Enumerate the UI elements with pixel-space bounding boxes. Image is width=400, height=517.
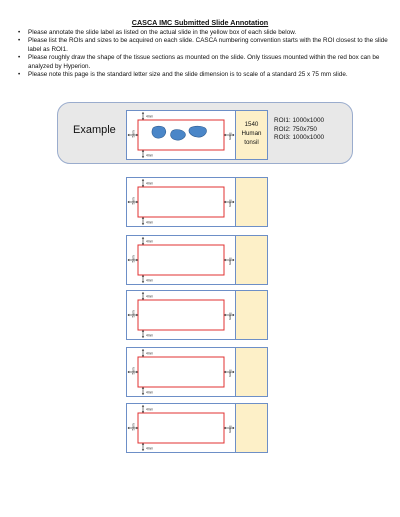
left-dimension-label: 5mm [131,197,136,205]
left-dimension-label: 5mm [131,367,136,375]
blank-slide [126,347,268,397]
bottom-dimension-label: 4mm [146,278,154,283]
arrowhead [142,393,144,395]
left-dimension-label: 5mm [131,130,136,138]
slide-label-line: tonsil [244,139,259,146]
bottom-dimension-label: 4mm [146,153,154,158]
arrowhead [128,259,130,261]
instruction-item: • Please roughly draw the shape of the tissue sections as mounted on the slide. Only tissues mounted within the red box can be analyzed by Hyperion. [16,54,388,71]
top-dimension-label: 4mm [146,351,154,356]
red-analysis-box [138,300,224,330]
arrowhead [128,314,130,316]
arrowhead [142,179,144,181]
arrowhead [142,449,144,451]
page-title: CASCA IMC Submitted Slide Annotation [131,18,269,27]
arrowhead [128,371,130,373]
roi-list [274,117,324,143]
roi-entry: ROI3: 1000x1000 [274,134,325,142]
red-analysis-box [138,245,224,275]
tissue-section [171,130,186,141]
instruction-item: • Please note this page is the standard letter size and the slide dimension is to scale of a standard 25 x 75 mm slide. [16,71,388,79]
dimension-arrows [128,293,234,338]
blank-slide [126,235,268,285]
right-dimension-label: 5mm [228,369,232,377]
arrowheads [128,292,235,338]
dimension-arrows [128,406,234,451]
left-dimension-label: 5mm [131,255,136,263]
top-dimension-label: 4mm [146,239,154,244]
blank-slide [126,290,268,340]
right-dimension-label: 5mm [228,425,232,433]
arrowhead [142,336,144,338]
example-slide [126,110,268,160]
right-dimension-label: 5mm [228,312,232,320]
arrowhead [142,112,144,114]
arrowhead [142,405,144,407]
bottom-dimension-label: 4mm [146,333,154,338]
red-analysis-box [138,357,224,387]
arrowhead [128,201,130,203]
arrowhead [142,349,144,351]
right-dimension-label: 5mm [228,199,232,207]
slide-label-box[interactable] [235,348,267,396]
blank-slide [126,177,268,227]
slide-label-box[interactable] [235,178,267,226]
slide-label-box[interactable] [235,236,267,284]
left-dimension-label: 5mm [131,310,136,318]
arrowheads [128,405,235,451]
blank-slide [126,403,268,453]
top-dimension-label: 4mm [146,294,154,299]
arrowheads [128,179,235,225]
slide-diagram [127,178,235,226]
arrowhead [128,427,130,429]
arrowhead [142,281,144,283]
slide-label-box[interactable] [235,404,267,452]
roi-entry: ROI2: 750x750 [274,125,317,133]
bottom-dimension-label: 4mm [146,220,154,225]
slide-label-line: 1540 [244,121,259,128]
instruction-item: • Please annotate the slide label as listed on the actual slide in the yellow box of each slide below. [16,29,388,37]
right-dimension-label: 5mm [228,132,232,140]
arrowhead [142,237,144,239]
slide-diagram [127,404,235,452]
right-dimension-label: 5mm [228,257,232,265]
slide-label-box [235,111,267,159]
slide-diagram [127,236,235,284]
tissue-section [189,126,206,137]
slide-diagram [127,291,235,339]
left-dimension-label: 5mm [131,423,136,431]
arrowhead [142,292,144,294]
dimension-arrows [128,238,234,283]
slide-diagram [127,111,235,159]
example-heading: Example [73,124,116,136]
slide-diagram [127,348,235,396]
instruction-item: • Please list the ROIs and sizes to be acquired on each slide. CASCA numbering convention starts with the ROI closest to the slide label as ROI1. [16,37,388,54]
arrowhead [142,156,144,158]
red-analysis-box [138,187,224,217]
dimension-arrows [128,180,234,225]
arrowhead [142,223,144,225]
instruction-list [16,29,388,79]
top-dimension-label: 4mm [146,407,154,412]
slide-label-box[interactable] [235,291,267,339]
red-analysis-box [138,413,224,443]
tissue-section [152,126,166,138]
arrowhead [128,134,130,136]
roi-entry: ROI1: 1000x1000 [274,117,325,124]
top-dimension-label: 4mm [146,181,154,186]
arrowheads [128,349,235,395]
bottom-dimension-label: 4mm [146,446,154,451]
dimension-arrows [128,350,234,395]
top-dimension-label: 4mm [146,114,154,119]
bottom-dimension-label: 4mm [146,390,154,395]
slide-label-line: Human [241,130,262,137]
arrowheads [128,237,235,283]
